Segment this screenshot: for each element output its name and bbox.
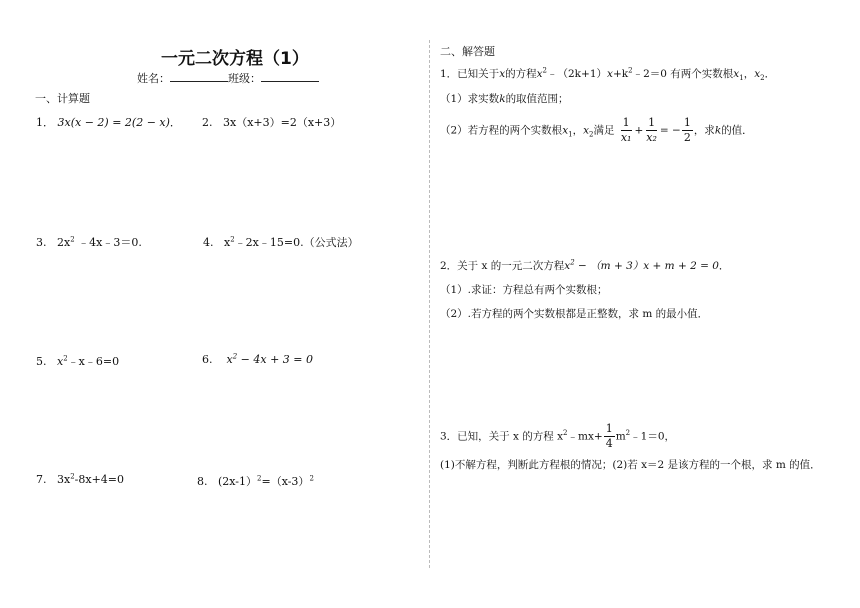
problem-expression: 3x（x+3）=2（x+3）	[223, 116, 342, 129]
page-title: 一元二次方程（1）	[161, 49, 309, 69]
problem-number: 8.	[197, 475, 208, 488]
question-2-part-2: （2）.若方程的两个实数根都是正整数，求 m 的最小值．	[440, 308, 709, 320]
fraction-one-over-x1: $\frac{1}{\text{x₁}}$	[620, 116, 632, 144]
problem-number: 2.	[202, 116, 213, 129]
class-label: 班级：	[228, 72, 261, 85]
problem-number: 4.	[203, 236, 214, 249]
problem-number: 6.	[202, 353, 213, 366]
problem-8	[197, 473, 314, 489]
problem-expression: $3x^2-8x+4=0$	[57, 472, 125, 486]
problem-5	[36, 353, 119, 369]
name-label: 姓名：	[137, 72, 170, 85]
problem-expression: $x^2 - 4x + 3 = 0$	[226, 352, 314, 366]
problem-number: 7.	[36, 473, 47, 486]
problem-3	[36, 234, 142, 250]
question-1-part-1: （1）求实数k的取值范围；	[440, 93, 569, 105]
question-3-parts: (1)不解方程，判断此方程根的情况；(2)若 x＝2 是该方程的一个根，求 m 的值．	[440, 459, 821, 471]
question-1-statement: 1．已知关于x的方程$x^2﹣(2k+1)x+k^2﹣2=0$ 有两个实数根$x_1$，$x_2$．	[440, 66, 776, 83]
problem-expression: 3x(x − 2) = 2(2 − x)	[57, 116, 170, 129]
question-2-statement: 2．关于 x 的一元二次方程$x^2 - (m + 3)x + m + 2 = 0$．	[440, 258, 730, 272]
problem-6	[202, 353, 313, 366]
problem-4	[203, 234, 359, 250]
problem-number: 1．	[36, 116, 54, 129]
problem-expression: $x^2﹣2x﹣15=0$.（公式法）	[224, 235, 359, 249]
problem-2	[202, 114, 341, 130]
student-info-line	[137, 70, 319, 86]
problem-expression: $x^2﹣x﹣6=0$	[57, 354, 120, 368]
question-1-part-2: （2）若方程的两个实数根$x_1$，$x_2$满足 $\frac{1}{\text{x₁}}$ + $\frac{1}{\text{x₂}}$ = − $\frac{1}{2}$ ，求k的值．	[440, 116, 753, 144]
column-divider	[429, 40, 430, 568]
section-heading-calculation: 一、计算题	[35, 92, 90, 105]
name-blank[interactable]	[170, 71, 228, 82]
problem-end: ．	[169, 116, 181, 129]
question-2-part-1: （1）.求证：方程总有两个实数根；	[440, 284, 608, 296]
problem-number: 5.	[36, 355, 47, 368]
question-3-statement: 3．已知，关于 x 的方程 $x^2﹣mx+$ $\frac{1}{4}$ $m^2﹣1=0$，	[440, 422, 676, 450]
fraction-one-over-x2: $\frac{1}{\text{x₂}}$	[646, 116, 657, 144]
problem-7	[36, 473, 124, 486]
problem-expression: $2x^2$ ﹣4x﹣3＝0.	[57, 235, 142, 249]
class-blank[interactable]	[261, 71, 319, 82]
problem-number: 3.	[36, 236, 47, 249]
problem-expression: $(2x-1)^2=(x-3)^2$	[218, 474, 314, 488]
fraction-one-quarter: $\frac{1}{4}$	[605, 422, 613, 450]
section-heading-answers: 二、解答题	[440, 45, 495, 58]
problem-1	[36, 114, 181, 130]
fraction-one-half: $\frac{1}{2}$	[683, 116, 691, 144]
